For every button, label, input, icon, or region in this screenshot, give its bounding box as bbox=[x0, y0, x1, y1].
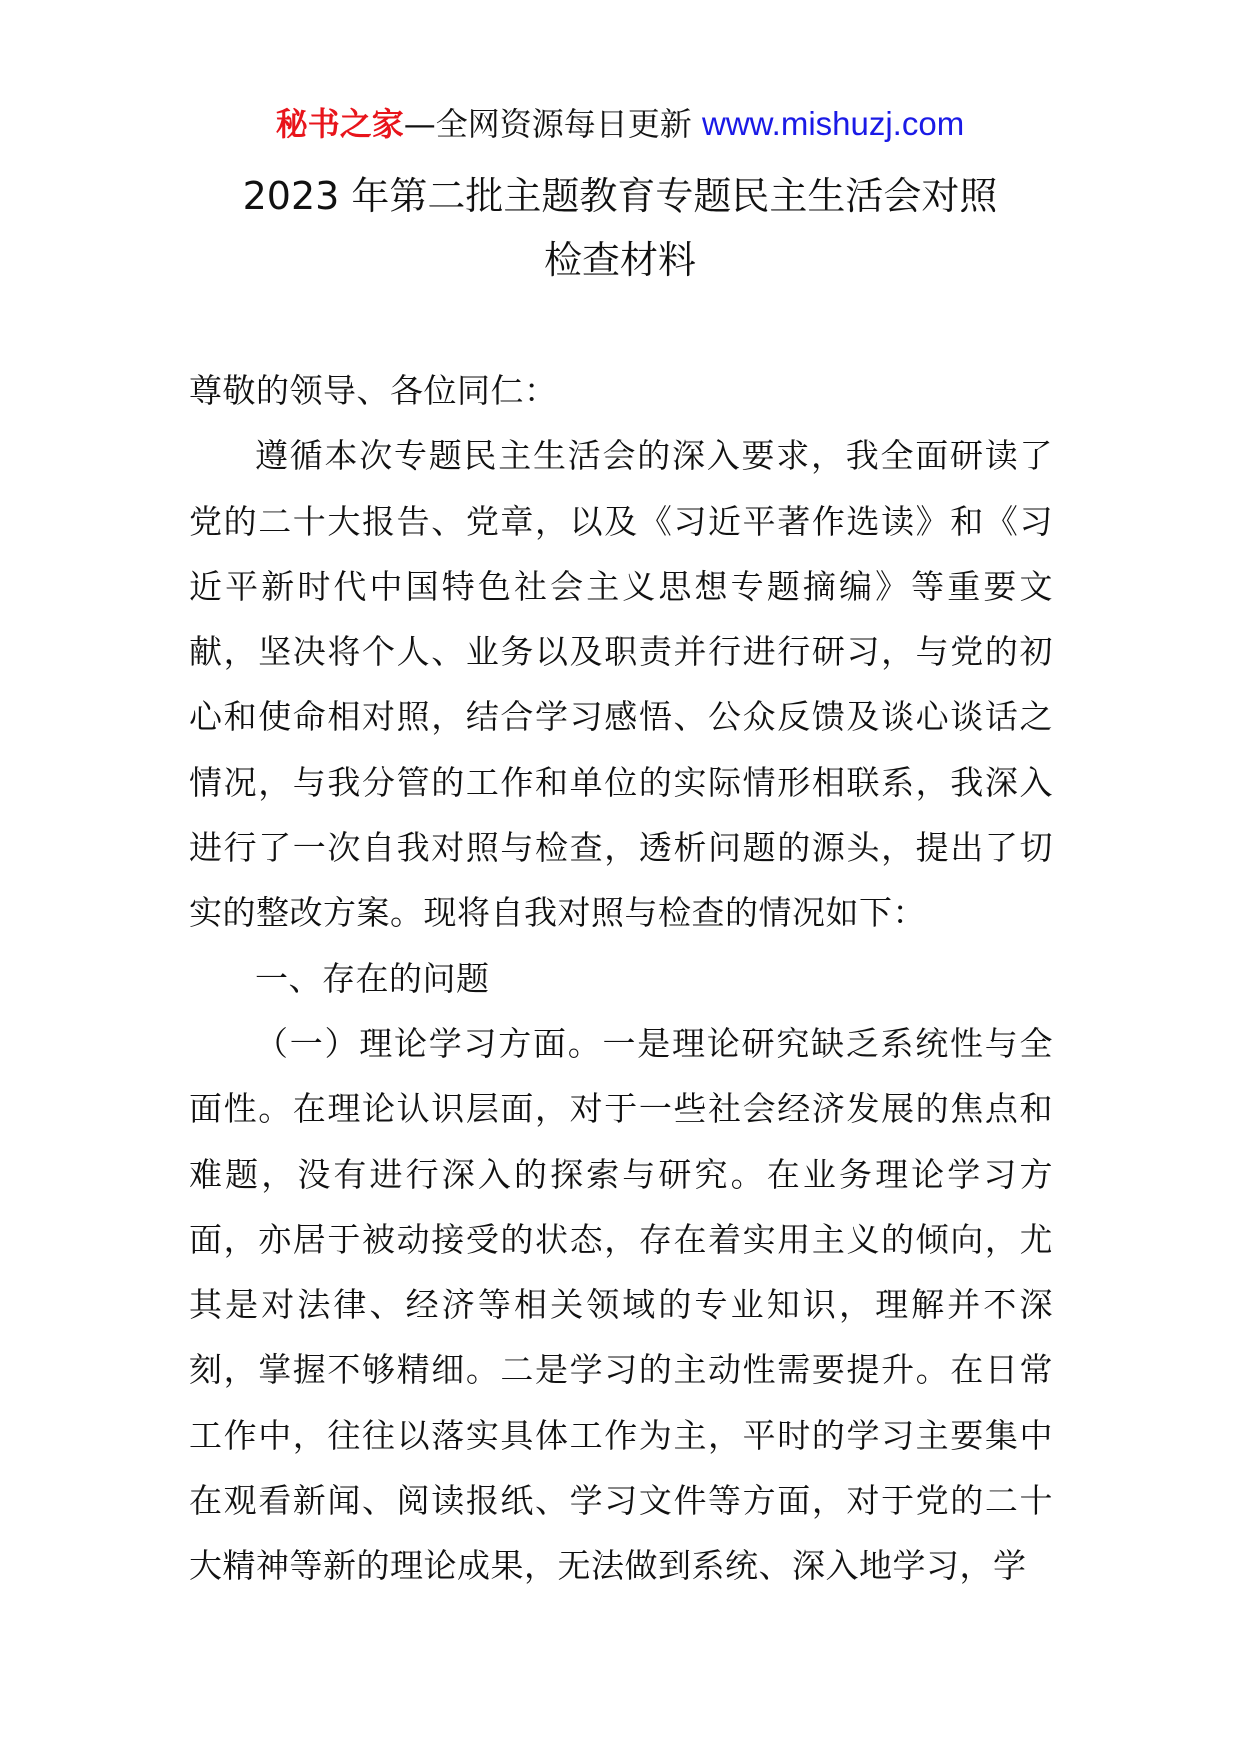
document-title bbox=[0, 164, 1240, 292]
document-title-line-1: 2023 年第二批主题教育专题民主生活会对照 bbox=[242, 174, 998, 218]
intro-paragraph: 遵循本次专题民主生活会的深入要求，我全面研读了党的二十大报告、党章，以及《习近平著作选读》和《习近平新时代中国特色社会主义思想专题摘编》等重要文献，坚决将个人、业务以及职责并行进行研习，与党的初心和使命相对照，结合学习感悟、公众反馈及谈心谈话之情况，与我分管的工作和单位的实际情形相联系，我深入进行了一次自我对照与检查，透析问题的源头，提出了切实的整改方案。现将自我对照与检查的情况如下： bbox=[189, 436, 1053, 933]
document-title-line-2: 检查材料 bbox=[543, 238, 696, 282]
site-banner bbox=[0, 100, 1240, 148]
banner-url-link[interactable]: www.mishuzj.com bbox=[701, 105, 965, 142]
theory-paragraph: （一）理论学习方面。一是理论研究缺乏系统性与全面性。在理论认识层面，对于一些社会经济发展的焦点和难题，没有进行深入的探索与研究。在业务理论学习方面，亦居于被动接受的状态，存在着实用主义的倾向，尤其是对法律、经济等相关领域的专业知识，理解并不深刻，掌握不够精细。二是学习的主动性需要提升。在日常工作中，往往以落实具体工作为主，平时的学习主要集中在观看新闻、阅读报纸、学习文件等方面，对于党的二十大精神等新的理论成果，无法做到系统、深入地学习，学 bbox=[189, 1023, 1053, 1586]
banner-brand: 秘书之家 bbox=[275, 105, 404, 143]
document-body bbox=[189, 358, 1053, 1599]
section-heading: 一、存在的问题 bbox=[255, 958, 490, 998]
banner-tagline: —全网资源每日更新 bbox=[403, 105, 702, 143]
salutation: 尊敬的领导、各位同仁： bbox=[189, 371, 558, 410]
